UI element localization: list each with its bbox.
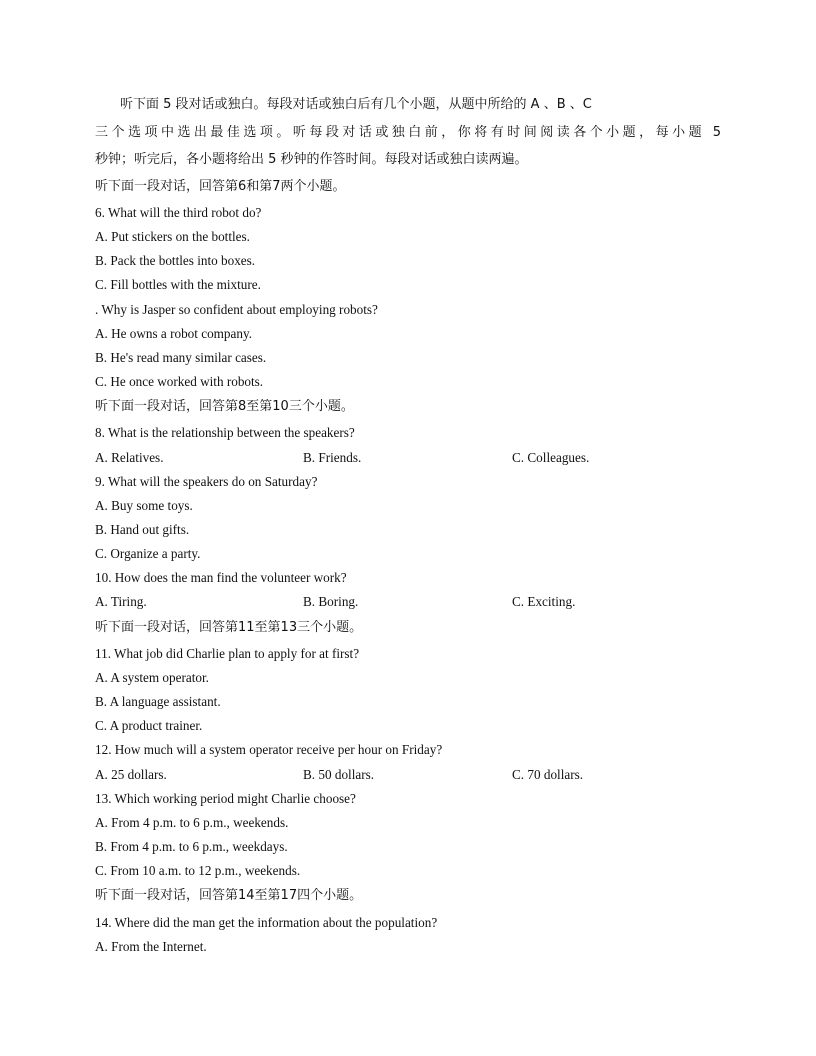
answer-option: C. Exciting. xyxy=(512,594,576,609)
answer-option: C. He once worked with robots. xyxy=(95,374,264,389)
answer-option: A. 25 dollars. xyxy=(95,767,167,782)
question-stem: 8. What is the relationship between the speakers? xyxy=(95,425,355,440)
question-stem: . Why is Jasper so confident about employing robots? xyxy=(95,302,378,317)
question-stem: 9. What will the speakers do on Saturday? xyxy=(95,474,318,489)
section-instruction: 听下面一段对话，回答第11至第13三个小题。 xyxy=(95,620,363,635)
answer-option: A. Tiring. xyxy=(95,594,147,609)
answer-option: A. From 4 p.m. to 6 p.m., weekends. xyxy=(95,815,289,830)
intro-line-3: 秒钟；听完后，各小题将给出 5 秒钟的作答时间。每段对话或独白读两遍。 xyxy=(95,152,528,167)
answer-option: B. Friends. xyxy=(303,450,362,465)
question-stem: 6. What will the third robot do? xyxy=(95,205,262,220)
answer-option: B. 50 dollars. xyxy=(303,767,375,782)
section-instruction: 听下面一段对话，回答第14至第17四个小题。 xyxy=(95,888,363,903)
answer-option: A. He owns a robot company. xyxy=(95,326,252,341)
answer-option: A. A system operator. xyxy=(95,670,209,685)
question-stem: 10. How does the man find the volunteer work? xyxy=(95,570,347,585)
answer-option: C. A product trainer. xyxy=(95,718,203,733)
answer-option: C. Fill bottles with the mixture. xyxy=(95,277,261,292)
intro-line-1: 听下面 5 段对话或独白。每段对话或独白后有几个小题，从题中所给的 A 、B 、C xyxy=(120,97,592,112)
answer-option: A. Put stickers on the bottles. xyxy=(95,229,250,244)
answer-option: C. Colleagues. xyxy=(512,450,590,465)
options-row xyxy=(95,450,721,466)
answer-option: C. 70 dollars. xyxy=(512,767,584,782)
question-stem: 13. Which working period might Charlie choose? xyxy=(95,791,356,806)
answer-option: C. Organize a party. xyxy=(95,546,201,561)
answer-option: A. From the Internet. xyxy=(95,939,207,954)
section-instruction: 听下面一段对话，回答第8至第10三个小题。 xyxy=(95,399,354,414)
answer-option: B. Pack the bottles into boxes. xyxy=(95,253,256,268)
section-instruction: 听下面一段对话，回答第6和第7两个小题。 xyxy=(95,179,346,194)
question-stem: 12. How much will a system operator receive per hour on Friday? xyxy=(95,742,443,757)
answer-option: A. Buy some toys. xyxy=(95,498,193,513)
options-row xyxy=(95,594,721,610)
answer-option: B. From 4 p.m. to 6 p.m., weekdays. xyxy=(95,839,288,854)
options-row xyxy=(95,767,721,783)
answer-option: B. Hand out gifts. xyxy=(95,522,190,537)
answer-option: C. From 10 a.m. to 12 p.m., weekends. xyxy=(95,863,301,878)
answer-option: B. He's read many similar cases. xyxy=(95,350,267,365)
question-stem: 14. Where did the man get the information about the population? xyxy=(95,915,438,930)
answer-option: B. A language assistant. xyxy=(95,694,221,709)
answer-option: B. Boring. xyxy=(303,594,359,609)
intro-line-2: 三个选项中选出最佳选项。听每段对话或独白前，你将有时间阅读各个小题，每小题 5 xyxy=(95,125,721,140)
question-stem: 11. What job did Charlie plan to apply for at first? xyxy=(95,646,360,661)
answer-option: A. Relatives. xyxy=(95,450,164,465)
